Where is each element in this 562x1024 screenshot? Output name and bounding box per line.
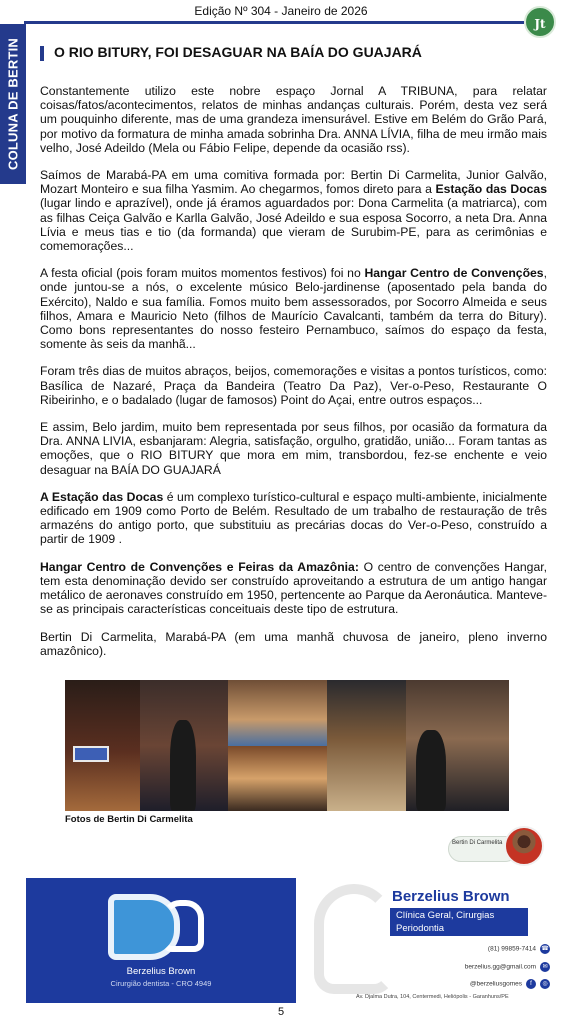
ad-specialties: Clínica Geral, Cirurgias Periodontia <box>390 908 528 936</box>
paragraph-emotions: E assim, Belo jardim, muito bem representada por seus filhos, por ocasião da formatura da Dra. ANNA LIVIA, esbanjaram: Alegria, satisfação, orgulho, gratidão, união... Foram tantas as emoções, que o RIO BITURY que mora em mim, transbordou, fez-se enchente e veio desaguar na BAÍA DO GUAJARÁ <box>40 420 547 477</box>
paragraph-arrival: Saímos de Marabá-PA em uma comitiva formada por: Bertin Di Carmelita, Junior Galvão, Mozart Monteiro e sua filha Yasmim. Ao chegarmos, fomos direto para a Estação das Docas (lugar lindo e aprazível), onde já éramos aguardados por: Dona Carmelita (a matriarca), com as filhas Ceiça Galvão e Karlla Galvão, José Adeildo e sua esposa Socorro, a neta Dra. Anna Lívia e meus tias e tio (da formanda) que vieram de Surubim-PE, para as cerimônias e comemorações... <box>40 168 547 254</box>
flag-image <box>73 746 109 762</box>
ad-email: berzelius.gg@gmail.com ✉ <box>465 962 550 972</box>
photo-collage <box>65 680 509 811</box>
ad-right-panel <box>296 878 558 1003</box>
ad-social: @berzeliusgomes f ◎ <box>470 979 550 989</box>
ad-cro: Cirurgião dentista - CRO 4949 <box>110 979 212 988</box>
header-divider <box>24 21 524 24</box>
author-card <box>448 826 544 870</box>
newspaper-logo: Jt <box>524 6 556 38</box>
tooth-logo-icon <box>108 894 218 960</box>
paragraph-intro: Constantemente utilizo este nobre espaço Jornal A TRIBUNA, para relatar coisas/fatos/acontecimentos, relatos de minhas andanças culturais. Porém, desta vez será um pouquinho diferente, mas de uma grandeza imensurável. Estive em Belém do Grão Pará, por motivo da formatura de minha amada sobrinha Dra. ANNA LÍVIA, filha de meu irmão mais velho, José Adeildo (Mela ou Fábio Felipe, depende da ocasião rss). <box>40 84 547 155</box>
photo-selfie <box>406 680 509 811</box>
dentist-advertisement[interactable] <box>26 878 558 1003</box>
photo-family-group <box>228 680 327 746</box>
tooth-outline-icon <box>314 884 394 994</box>
paragraph-docas: A Estação das Docas é um complexo turístico-cultural e espaço multi-ambiente, inicialmente edificado em 1909 como Porto de Belém. Resultado de um trabalho de restauração de três armazéns do antigo porto, que substituiu as precárias docas do Ver-o-Peso, construído a partir de 1909 . <box>40 489 547 547</box>
paragraph-party: A festa oficial (pois foram muitos momentos festivos) foi no Hangar Centro de Convenções, onde juntou-se a nós, o excelente músico Belo-jardinense (aposentado pela banda do Exército), Naldo e sua família. Fomos muito bem assessorados, por Socorro Almeida e seus filhos, Amara e Mauricio Neto (filhos de Maurício Cavalcanti, também da terra do Bitury). Como bons representantes do nosso festeiro Pernambuco, saímos do espaço da festa, somente às seis da manhã... <box>40 266 547 352</box>
photo-flag-group <box>65 680 140 811</box>
paragraph-signature: Bertin Di Carmelita, Marabá-PA (em uma manhã chuvosa de janeiro, pleno inverno amazônico). <box>40 629 547 658</box>
title-marker <box>40 46 44 61</box>
facebook-icon: f <box>526 979 536 989</box>
photo-docas-hall <box>327 680 406 811</box>
paragraph-hangar: Hangar Centro de Convenções e Feiras da Amazônia: O centro de convenções Hangar, tem esta denominação devido ser construído aproveitando a estrutura de um antigo hangar metálico de aeronaves construído em 1950, pertencente ao Parque da Aeronáutica. Manteve-se as principais características conceituais deste tipo de estrutura. <box>40 559 547 617</box>
ad-brand: Berzelius Brown <box>392 888 510 905</box>
author-name: Bertin Di Carmelita <box>452 840 503 846</box>
page-number: 5 <box>277 1006 285 1018</box>
email-icon: ✉ <box>540 962 550 972</box>
whatsapp-icon: ☎ <box>541 946 549 952</box>
ad-phone: (81) 99859-7414 ☎ <box>487 945 549 953</box>
instagram-icon: ◎ <box>540 979 550 989</box>
ad-dentist-name: Berzelius Brown <box>126 966 196 977</box>
photo-caption: Fotos de Bertin Di Carmelita <box>65 814 193 825</box>
article-body <box>40 84 547 671</box>
ad-left-panel <box>26 878 296 1003</box>
paragraph-tour: Foram três dias de muitos abraços, beijos, comemorações e visitas a pontos turísticos, como: Basílica de Nazaré, Praça da Bandeira (Teatro Da Paz), Ver-o-Peso, Restaurante O Ribeirinho, e o badalado (lugar de famosos) Point do Açai, entre outros espaços... <box>40 364 547 407</box>
photo-restaurant <box>228 746 327 811</box>
article-title: O RIO BITURY, FOI DESAGUAR NA BAÍA DO GUAJARÁ <box>54 44 422 60</box>
article-title-block <box>40 44 540 64</box>
ad-address: Av. Djalma Dutra, 104, Centermedi, Heliópolis - Garanhuns/PE <box>356 994 509 1000</box>
column-label: COLUNA DE BERTIN <box>5 38 21 170</box>
avatar <box>504 826 544 866</box>
photo-celebration <box>140 680 228 811</box>
edition-header: Edição Nº 304 - Janeiro de 2026 <box>194 4 368 18</box>
column-side-tab <box>0 24 26 184</box>
